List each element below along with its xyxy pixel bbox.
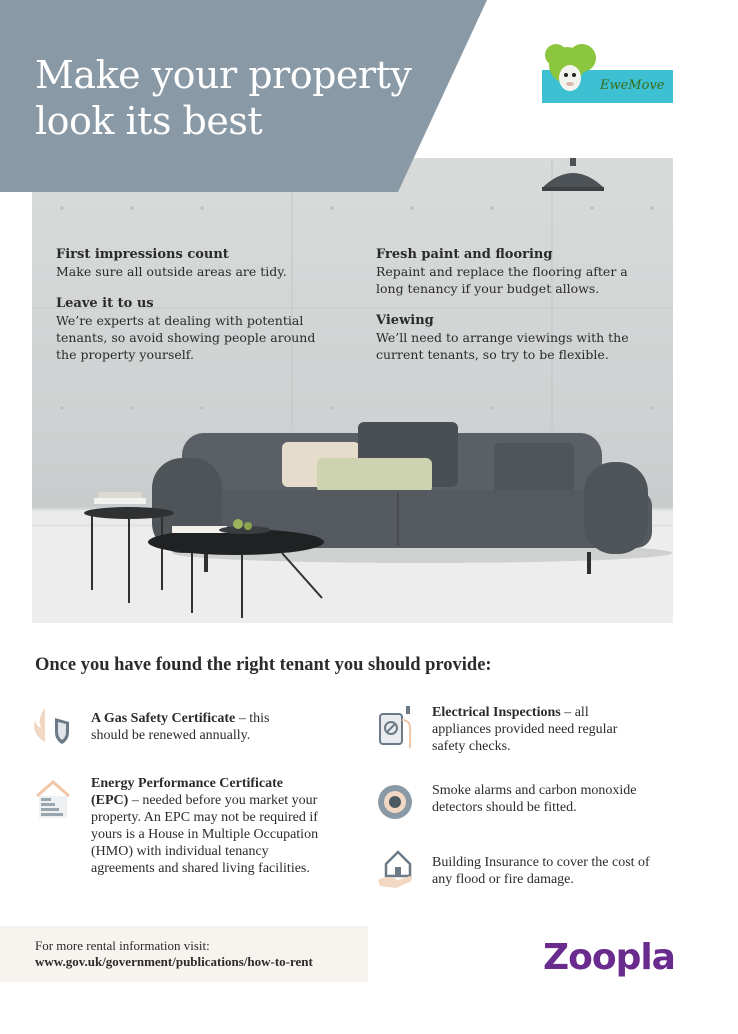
- footer-intro: For more rental information visit:: [35, 938, 210, 953]
- zoopla-logo: Zoopla: [543, 937, 675, 978]
- gas-safety-shield-icon: [33, 704, 73, 746]
- provide-section-title: Once you have found the right tenant you should provide:: [35, 655, 492, 675]
- item-smoke-alarms: [432, 782, 677, 816]
- tip-text: Make sure all outside areas are tidy.: [56, 264, 287, 279]
- footer-text: [35, 938, 313, 970]
- ewemove-logo: [542, 40, 673, 103]
- item-bold: Electrical Inspections: [432, 705, 561, 720]
- house-hand-icon: [376, 846, 416, 890]
- page-title: [35, 52, 455, 144]
- title-line-2: look its best: [35, 99, 263, 143]
- tip-leave-it-to-us: [56, 295, 338, 363]
- item-text: – this should be renewed annually.: [91, 711, 270, 743]
- tip-fresh-paint: [376, 246, 638, 297]
- smoke-alarm-icon: [375, 782, 415, 822]
- tip-text: We’ll need to arrange viewings with the current tenants, so try to be flexible.: [376, 330, 629, 362]
- sofa-room-illustration: [32, 158, 673, 623]
- hero-living-room-image: [32, 158, 673, 623]
- item-gas-safety: [91, 710, 301, 744]
- energy-rating-house-icon: [33, 778, 73, 820]
- tip-heading: First impressions count: [56, 247, 229, 262]
- item-epc: [91, 775, 321, 877]
- electrical-plug-icon: [376, 704, 416, 748]
- title-line-1: Make your property: [35, 53, 412, 97]
- item-building-insurance: [432, 854, 672, 888]
- tip-first-impressions: [56, 246, 326, 280]
- item-text: – all appliances provided need regular safety checks.: [432, 705, 618, 754]
- tip-text: Repaint and replace the flooring after a long tenancy if your budget allows.: [376, 264, 628, 296]
- item-text: Smoke alarms and carbon monoxide detectors should be fitted.: [432, 783, 637, 815]
- item-electrical: [432, 704, 644, 755]
- ewemove-logo-text: EweMove: [600, 78, 665, 93]
- item-bold: A Gas Safety Certificate: [91, 711, 236, 726]
- how-to-rent-link[interactable]: www.gov.uk/government/publications/how-to-rent: [35, 954, 313, 969]
- item-text: – needed before you market your property. An EPC may not be required if yours is a House in Multiple Occupation (HMO) with individual tenancy agreements and shared living facilities.: [91, 793, 319, 876]
- tip-heading: Fresh paint and flooring: [376, 247, 553, 262]
- tip-text: We’re experts at dealing with potential tenants, so avoid showing people around the property yourself.: [56, 313, 316, 362]
- tip-heading: Leave it to us: [56, 296, 154, 311]
- tip-viewing: [376, 312, 646, 363]
- item-text: Building Insurance to cover the cost of any flood or fire damage.: [432, 855, 650, 887]
- tip-heading: Viewing: [376, 313, 434, 328]
- item-bold: Energy Performance Certificate (EPC): [91, 776, 284, 808]
